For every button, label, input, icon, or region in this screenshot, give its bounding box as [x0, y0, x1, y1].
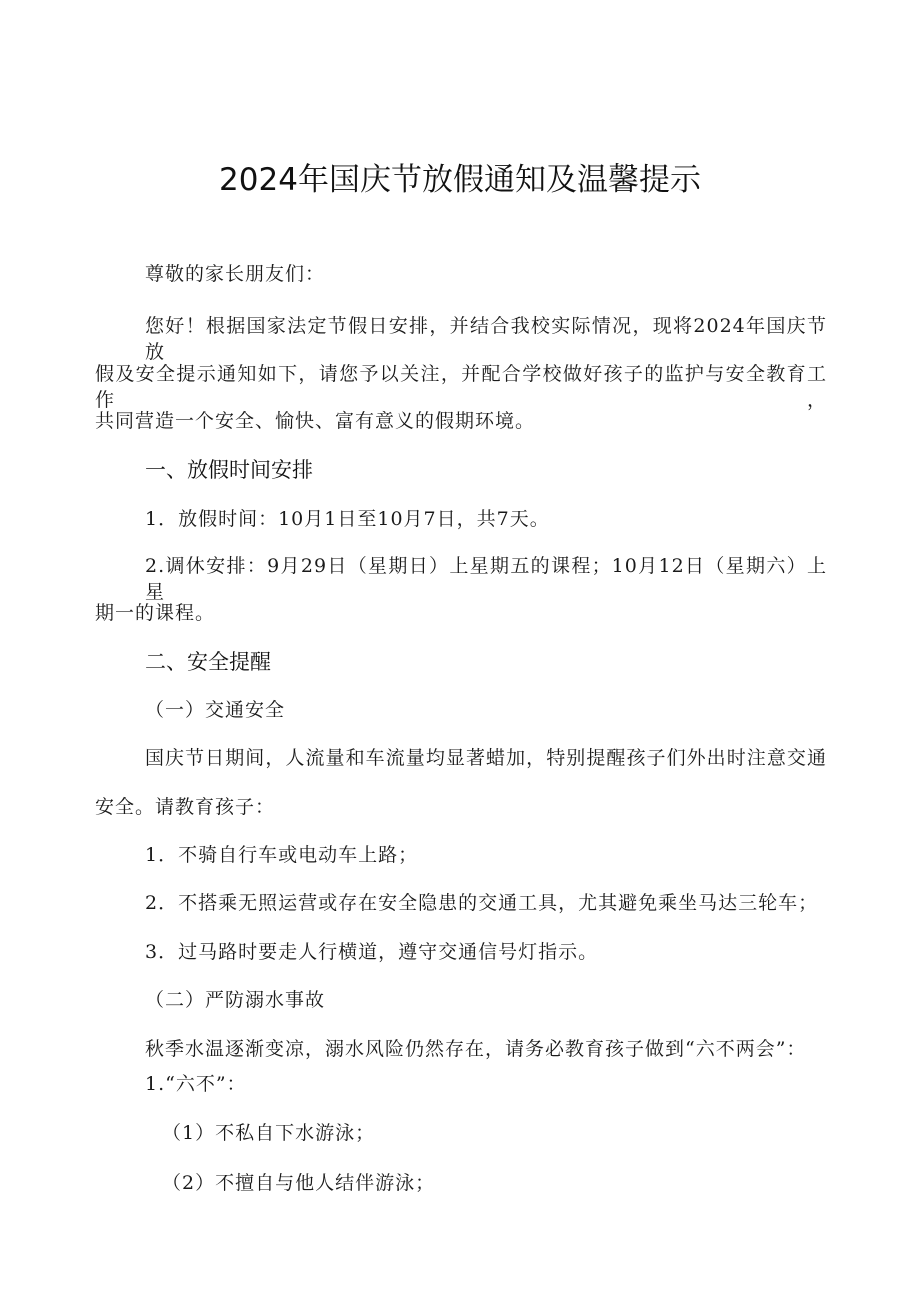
- schedule-item-2-line-2: 期一的课程。: [95, 602, 216, 624]
- drowning-item-2: （2）不擅自与他人结伴游泳；: [162, 1172, 436, 1194]
- document-title: 2024年国庆节放假通知及温馨提示: [219, 162, 701, 198]
- traffic-text-line-1: 国庆节日期间，人流量和车流量均显著蜡加，特别提醒孩子们外出时注意交通: [145, 747, 827, 769]
- traffic-item-2: 2．不搭乘无照运营或存在安全隐患的交通工具，尤其避免乘坐马达三轮车；: [145, 892, 819, 914]
- drowning-item-1: （1）不私自下水游泳；: [162, 1122, 376, 1144]
- traffic-item-3: 3．过马路时要走人行横道，遵守交通信号灯指示。: [145, 941, 599, 963]
- traffic-item-1: 1．不骑自行车或电动车上路；: [145, 844, 419, 866]
- section-heading-safety: 二、安全提醒: [145, 650, 271, 674]
- subsection-title-drowning: （二）严防溺水事故: [145, 989, 326, 1011]
- subsection-title-traffic: （一）交通安全: [145, 699, 286, 721]
- drowning-point-1: 1.“六不”：: [145, 1073, 247, 1095]
- section-heading-schedule: 一、放假时间安排: [145, 458, 313, 482]
- drowning-text: 秋季水温逐渐变凉，溺水风险仍然存在，请务必教育孩子做到“六不两会”：: [145, 1038, 807, 1060]
- schedule-item-2-line-1: 2.调休安排：9月29日（星期日）上星期五的课程；10月12日（星期六）上星: [145, 555, 827, 603]
- intro-line-2: 假及安全提示通知如下，请您予以关注，并配合学校做好孩子的监护与安全教育工作，: [95, 363, 827, 411]
- salutation: 尊敬的家长朋友们：: [145, 263, 326, 285]
- traffic-text-line-2: 安全。请教育孩子：: [95, 796, 276, 818]
- intro-line-3: 共同营造一个安全、愉快、富有意义的假期环境。: [95, 410, 536, 432]
- schedule-item-1: 1．放假时间：10月1日至10月7日，共7天。: [145, 508, 550, 530]
- intro-line-1: 您好！根据国家法定节假日安排，并结合我校实际情况，现将2024年国庆节放: [145, 315, 827, 363]
